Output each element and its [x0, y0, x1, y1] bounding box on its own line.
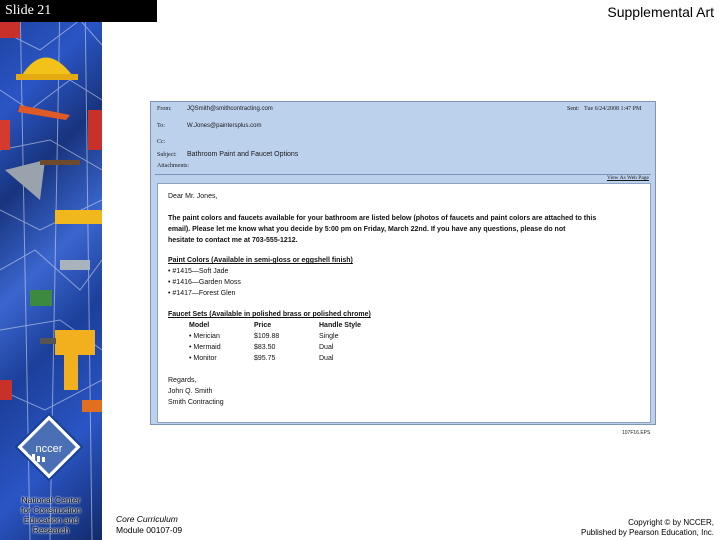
from-label: From:	[157, 106, 172, 112]
nccer-logo	[14, 412, 84, 482]
faucet-price: $109.88	[254, 333, 280, 340]
subject-text: Bathroom Paint and Faucet Options	[187, 151, 299, 158]
paint-item-label: #1415—Soft Jade	[172, 268, 229, 275]
email-body	[157, 183, 651, 423]
body-paragraph-line: hesitate to contact me at 703-555-1212.	[168, 237, 298, 244]
paint-item: • #1416—Garden Moss	[168, 279, 241, 286]
org-name-line: Research	[32, 525, 70, 535]
header-divider	[155, 174, 651, 175]
greeting: Dear Mr. Jones,	[168, 193, 218, 200]
to-address[interactable]: W.Jones@paintersplus.com	[187, 123, 262, 129]
sent-label: Sent:	[567, 106, 580, 112]
faucet-sets-heading: Faucet Sets (Available in polished brass or polished chrome)	[168, 311, 371, 318]
faucet-model: • Monitor	[189, 355, 217, 362]
figure-code: 107F16.EPS	[622, 430, 651, 436]
nccer-diamond-icon	[14, 412, 84, 482]
paint-item-label: #1417—Forest Glen	[172, 290, 236, 297]
paint-item: • #1415—Soft Jade	[168, 268, 229, 275]
view-as-web-page-link[interactable]: View As Web Page	[606, 175, 649, 181]
org-name-line: for Construction	[21, 505, 81, 515]
faucet-price: $83.50	[254, 344, 276, 351]
organization-name	[8, 495, 94, 535]
copyright-line: Copyright © by NCCER,	[628, 518, 714, 527]
from-address[interactable]: JQSmith@smithcontracting.com	[187, 106, 273, 112]
body-paragraph-line: The paint colors and faucets available for your bathroom are listed below (photos of faucets and paint colors are attached to this	[168, 215, 597, 222]
sent-date: Tue 6/24/2008 1:47 PM	[584, 106, 642, 112]
faucet-handle: Dual	[319, 344, 334, 351]
publisher-line: Published by Pearson Education, Inc.	[581, 528, 714, 537]
faucet-price: $95.75	[254, 355, 276, 362]
column-header-price: Price	[254, 322, 272, 329]
paint-colors-heading: Paint Colors (Available in semi-gloss or eggshell finish)	[168, 257, 353, 264]
slide-title: Supplemental Art	[607, 4, 714, 20]
column-header-handle: Handle Style	[319, 322, 362, 329]
faucet-handle: Single	[319, 333, 339, 340]
faucet-model: • Mermaid	[189, 344, 221, 351]
module-number: Module 00107-09	[116, 525, 183, 535]
signature-name: John Q. Smith	[168, 388, 213, 395]
attachments-label: Attachments:	[157, 163, 189, 169]
logo-text: nccer	[35, 443, 63, 455]
curriculum-name: Core Curriculum	[116, 514, 178, 524]
faucet-handle: Dual	[319, 355, 334, 362]
paint-item-label: #1416—Garden Moss	[172, 279, 241, 286]
email-window	[150, 101, 656, 425]
column-header-model: Model	[189, 322, 210, 329]
signature-company: Smith Contracting	[168, 399, 224, 406]
subject-label: Subject:	[157, 152, 177, 158]
closing: Regards,	[168, 377, 197, 384]
to-label: To:	[157, 123, 165, 129]
footer-curriculum	[116, 514, 182, 536]
org-name-line: Education and	[23, 515, 79, 525]
cc-label: Cc:	[157, 139, 166, 145]
org-name-line: National Center	[21, 495, 81, 505]
paint-item: • #1417—Forest Glen	[168, 290, 236, 297]
slide-number-label: Slide 21	[0, 0, 157, 22]
faucet-model: • Merician	[189, 333, 220, 340]
footer-copyright	[581, 518, 714, 538]
body-paragraph-line: email). Please let me know what you decide by 5:00 pm on Friday, March 22nd. If you have any questions, please do not	[168, 226, 566, 233]
